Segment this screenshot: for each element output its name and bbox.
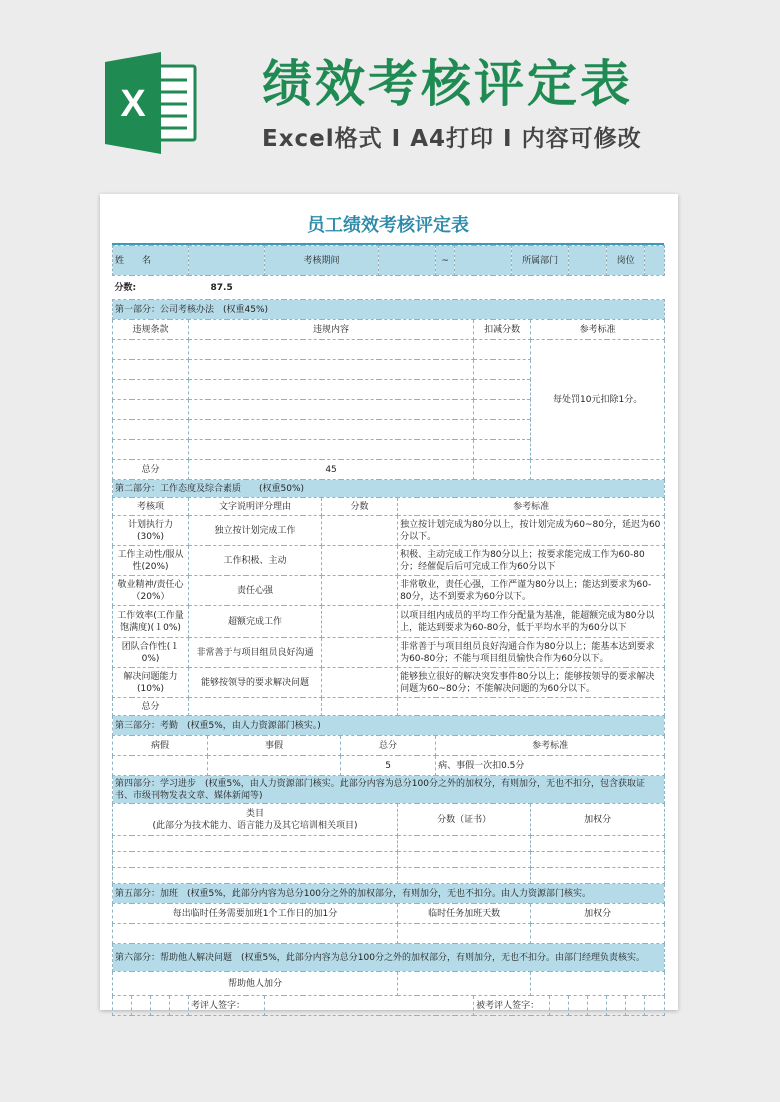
part2-score[interactable] [322,546,398,576]
part2-desc: 能够按领导的要求解决问题 [189,668,322,698]
part3-col-header [113,736,665,756]
part2-desc: 独立按计划完成工作 [189,516,322,546]
table-cell[interactable] [208,756,341,776]
table-cell[interactable] [113,868,398,884]
part2-item: 工作效率(工作量饱满度)(１0%) [113,606,189,638]
table-cell[interactable] [398,924,531,944]
part2-desc: 超额完成工作 [189,606,322,638]
part4-col-category [113,804,398,836]
period-start-field[interactable] [379,246,436,276]
table-cell[interactable] [531,836,665,852]
part2-item: 团队合作性(１0%) [113,638,189,668]
part2-col-standard: 参考标准 [398,498,665,516]
table-row [113,924,665,944]
part2-col-header [113,498,665,516]
part4-heading-row [113,776,665,804]
part5-col-weight: 加权分 [531,904,665,924]
part2-standard: 积极、主动完成工作为80分以上；按要求能完成工作为60-80分；经催促后后可完成工作为60分以下 [398,546,665,576]
assessee-signature-label: 被考评人签字： [474,996,550,1016]
table-row [113,868,665,884]
table-cell[interactable] [398,836,531,852]
position-field[interactable] [645,246,665,276]
evaluation-table [112,245,665,1016]
table-cell[interactable] [474,340,531,360]
part5-col-rule: 每出临时任务需要加班1个工作日的加1分 [113,904,398,924]
part2-col-score: 分数 [322,498,398,516]
banner-subtitle: Excel格式 I A4打印 I 内容可修改 [262,126,642,152]
part1-col-clause: 违规条款 [113,320,189,340]
table-cell[interactable] [531,460,665,480]
part2-item: 敬业精神/责任心（20%） [113,576,189,606]
part1-col-content: 违规内容 [189,320,474,340]
table-cell[interactable] [113,440,189,460]
table-cell[interactable] [398,868,531,884]
table-row [113,546,665,576]
table-row [113,836,665,852]
name-field[interactable] [189,246,265,276]
table-cell[interactable] [474,460,531,480]
table-cell[interactable] [113,756,208,776]
period-label: 考核期间 [265,246,379,276]
table-cell[interactable] [189,360,474,380]
table-cell[interactable] [113,420,189,440]
part5-heading-row [113,884,665,904]
table-cell[interactable] [531,924,665,944]
part5-heading: 第五部分：加班 (权重5%，此部分内容为总分100分之外的加权部分，有则加分，无也不扣分。由人力资源部门核实。 [113,884,665,904]
assessor-signature-field[interactable] [265,996,474,1016]
svg-text:X: X [120,83,146,125]
part2-desc: 工作积极、主动 [189,546,322,576]
part3-heading: 第三部分：考勤 (权重5%，由人力资源部门核实。) [113,716,665,736]
table-cell [550,996,569,1016]
table-cell[interactable] [113,924,398,944]
part3-col-standard: 参考标准 [436,736,665,756]
table-cell[interactable] [189,340,474,360]
table-cell [170,996,189,1016]
part1-col-header [113,320,665,340]
table-cell[interactable] [474,400,531,420]
table-cell[interactable] [113,360,189,380]
table-cell[interactable] [189,380,474,400]
part2-col-desc: 文字说明评分理由 [189,498,322,516]
part6-row [113,972,665,996]
table-cell[interactable] [398,972,531,996]
table-cell [626,996,645,1016]
part6-heading: 第六部分：帮助他人解决问题 (权重5%，此部分内容为总分100分之外的加权部分，有则加分，无也不扣分。由部门经理负责核实。 [113,944,665,972]
part2-standard: 以项目组内成员的平均工作分配量为基准，能超额完成为80分以上，能达到要求为60-80分，低于平均水平的为60分以下 [398,606,665,638]
part2-desc: 非常善于与项目组员良好沟通 [189,638,322,668]
part4-col-score: 分数（证书） [398,804,531,836]
part2-standard: 能够独立很好的解决突发事件80分以上；能够按领导的要求解决问题为60~80分；不能解决问题的为60分以下。 [398,668,665,698]
table-cell [151,996,170,1016]
part2-standard: 非常善于与项目组员良好沟通合作为80分以上；能基本达到要求为60-80分；不能与项目组员愉快合作为60分以下。 [398,638,665,668]
part2-total-label: 总分 [113,698,189,716]
part3-heading-row [113,716,665,736]
table-cell[interactable] [113,836,398,852]
table-cell [113,996,132,1016]
info-row [113,246,665,276]
part2-score[interactable] [322,638,398,668]
part4-col-header [113,804,665,836]
part3-col-sick: 病假 [113,736,208,756]
document-title: 员工绩效考核评定表 [307,215,469,236]
name-label: 姓 名 [113,246,189,276]
excel-icon [103,52,199,154]
part6-heading-row [113,944,665,972]
position-label: 岗位 [607,246,645,276]
part2-heading-row [113,480,665,498]
part2-item: 解决问题能力(10%) [113,668,189,698]
table-cell [607,996,626,1016]
part2-item: 计划执行力(30%) [113,516,189,546]
part2-heading: 第二部分：工作态度及综合素质 (权重50%) [113,480,665,498]
part4-heading: 第四部分：学习进步 (权重5%，由人力资源部门核实。此部分内容为总分100分之外的加权分，有则加分，无也不扣分，包含获取证书、市级刊物发表文章、媒体新闻等) [113,776,665,804]
table-row [113,638,665,668]
part2-item: 工作主动性/服从性(20%) [113,546,189,576]
part4-col-category-title: 类目 [246,808,265,819]
period-end-field[interactable] [455,246,512,276]
table-cell [132,996,151,1016]
table-cell[interactable] [113,852,398,868]
part3-standard: 病、事假一次扣0.5分 [436,756,665,776]
part3-col-total: 总分 [341,736,436,756]
dept-field[interactable] [569,246,607,276]
table-cell[interactable] [189,698,322,716]
part3-total-value: 5 [341,756,436,776]
part1-heading-row [113,300,665,320]
table-cell[interactable] [531,852,665,868]
part1-total-value: 45 [189,460,474,480]
table-row [113,852,665,868]
table-row [113,576,665,606]
table-cell [569,996,588,1016]
part5-col-header [113,904,665,924]
score-label: 分数: [114,282,137,293]
table-cell [588,996,607,1016]
part1-total-label: 总分 [113,460,189,480]
part2-score[interactable] [322,576,398,606]
part2-total-row [113,698,665,716]
part2-score[interactable] [322,668,398,698]
table-row [113,516,665,546]
part1-total-row [113,460,665,480]
table-cell[interactable] [113,340,189,360]
dept-label: 所属部门 [512,246,569,276]
table-row [113,668,665,698]
banner-title: 绩效考核评定表 [262,55,633,113]
part6-col-help: 帮助他人加分 [113,972,398,996]
table-cell[interactable] [189,440,474,460]
part3-col-personal: 事假 [208,736,341,756]
part1-col-deduct: 扣减分数 [474,320,531,340]
part1-standard: 每处罚10元扣除1分。 [531,340,665,460]
table-cell[interactable] [189,400,474,420]
part2-col-item: 考核项 [113,498,189,516]
score-value: 87.5 [210,282,233,293]
assessor-signature-label: 考评人签字： [189,996,265,1016]
table-cell[interactable] [474,360,531,380]
part5-col-days: 临时任务加班天数 [398,904,531,924]
part2-score[interactable] [322,606,398,638]
table-cell [645,996,665,1016]
table-cell[interactable] [113,400,189,420]
table-cell[interactable] [531,972,665,996]
period-tilde: ~ [436,246,455,276]
part2-desc: 责任心强 [189,576,322,606]
part4-col-weight: 加权分 [531,804,665,836]
part2-score[interactable] [322,516,398,546]
table-cell[interactable] [474,420,531,440]
table-cell[interactable] [531,868,665,884]
table-row [113,340,665,360]
part2-standard: 独立按计划完成为80分以上，按计划完成为60~80分，延迟为60分以下。 [398,516,665,546]
banner [0,0,780,190]
table-cell[interactable] [398,852,531,868]
table-cell[interactable] [189,420,474,440]
table-cell[interactable] [113,380,189,400]
part1-heading: 第一部分：公司考核办法 (权重45%) [113,300,665,320]
score-row [113,276,665,300]
part1-col-standard: 参考标准 [531,320,665,340]
table-cell[interactable] [474,440,531,460]
table-row [113,606,665,638]
table-row [113,756,665,776]
table-cell[interactable] [474,380,531,400]
table-cell[interactable] [322,698,398,716]
signature-row [113,996,665,1016]
table-cell[interactable] [398,698,665,716]
part4-col-category-note: (此部分为技术能力、语言能力及其它培训相关项目) [152,820,358,831]
part2-standard: 非常敬业，责任心强，工作严谨为80分以上；能达到要求为60-80分，达不到要求为60分以下。 [398,576,665,606]
